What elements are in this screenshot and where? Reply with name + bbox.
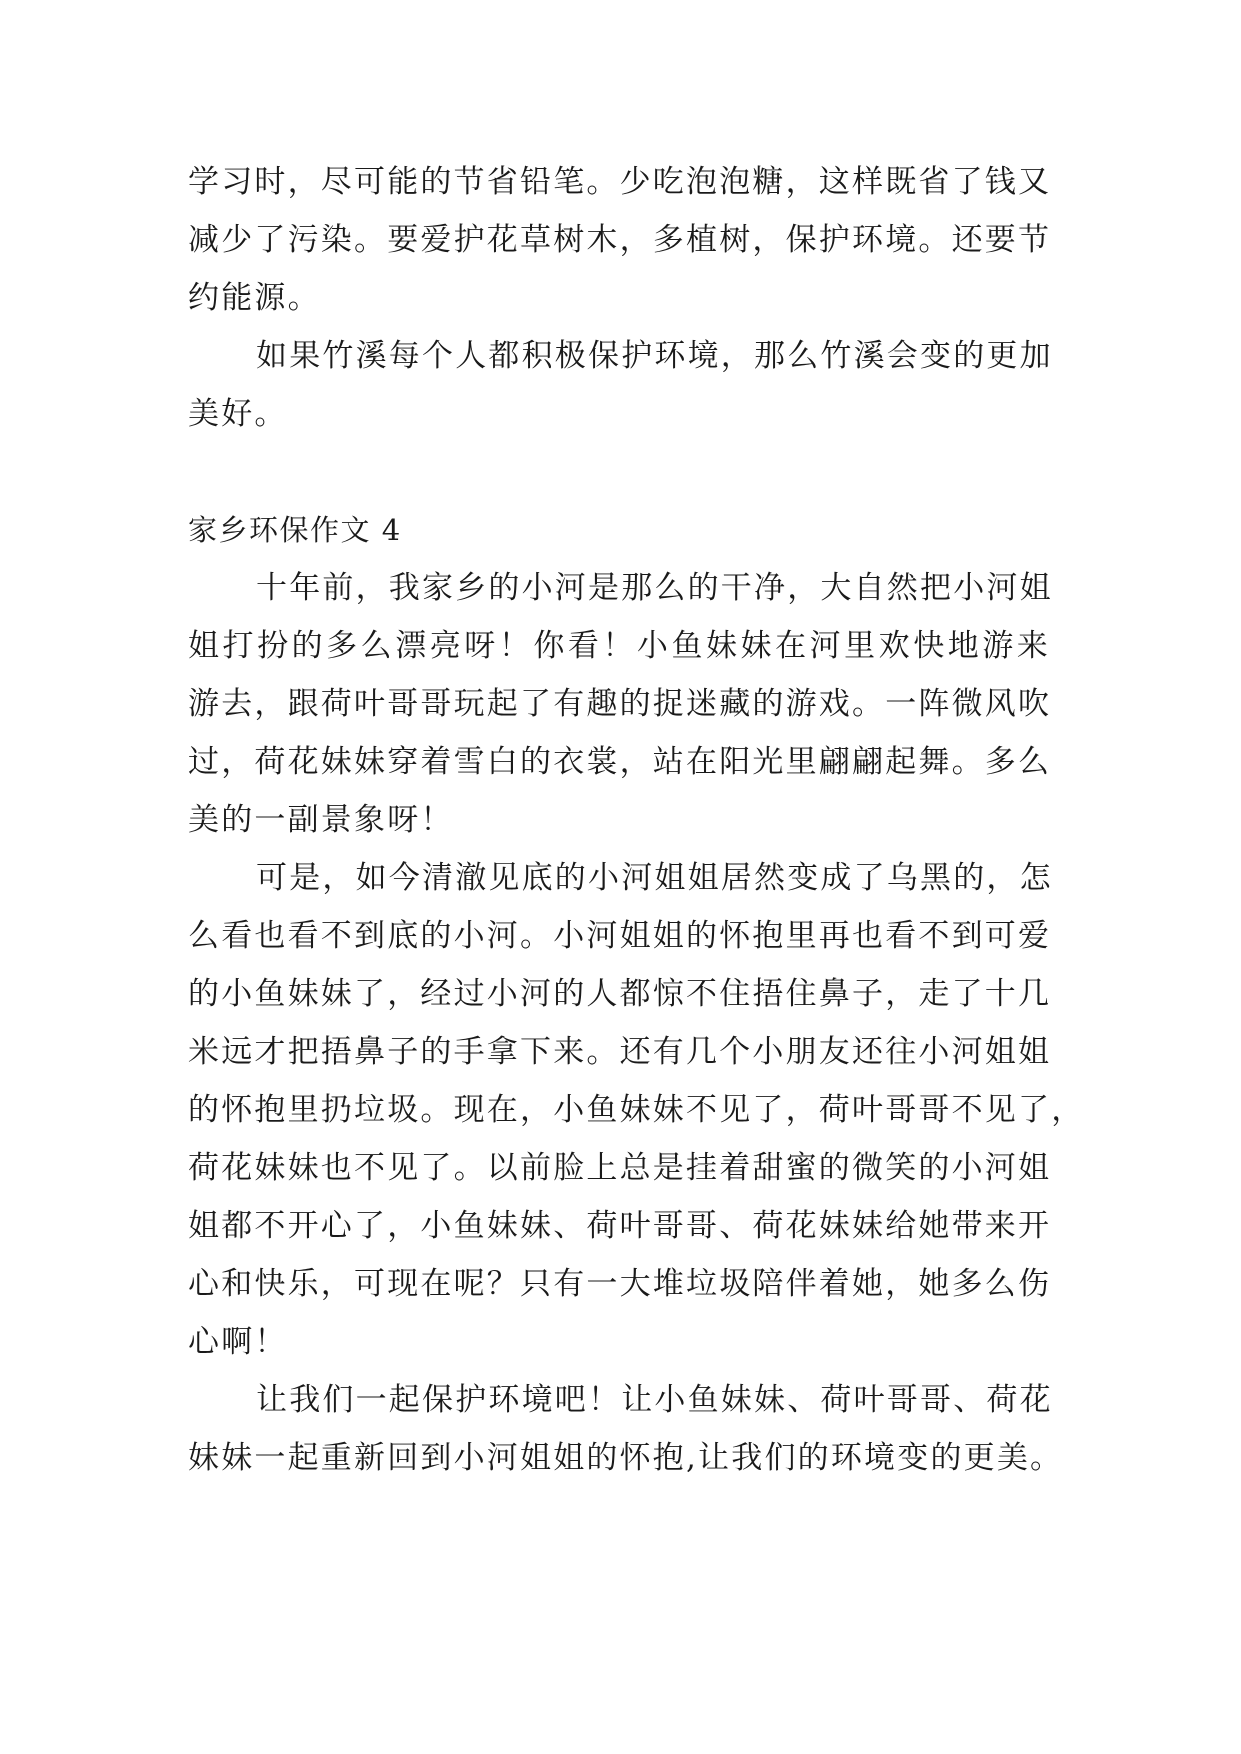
paragraph-line: 美的一副景象呀！	[188, 802, 454, 838]
paragraph-b	[188, 327, 1053, 443]
paragraph-line: 过，荷花妹妹穿着雪白的衣裳，站在阳光里翩翩起舞。多么	[188, 744, 1052, 780]
paragraph-d	[188, 849, 1085, 1371]
paragraph-c	[188, 559, 1053, 849]
paragraph-line: 可是，如今清澈见底的小河姐姐居然变成了乌黑的，怎	[256, 860, 1053, 896]
paragraph-a	[188, 153, 1050, 327]
section-heading: 家乡环保作文 4	[188, 513, 402, 547]
paragraph-line: 的怀抱里扔垃圾。现在，小鱼妹妹不见了，荷叶哥哥不见了，	[188, 1092, 1085, 1128]
paragraph-line: 美好。	[188, 396, 288, 432]
paragraph-line: 学习时，尽可能的节省铅笔。少吃泡泡糖，这样既省了钱又	[188, 164, 1052, 200]
paragraph-line: 心啊！	[188, 1324, 288, 1360]
paragraph-line: 姐打扮的多么漂亮呀！你看！小鱼妹妹在河里欢快地游来	[188, 628, 1050, 664]
paragraph-line: 么看也看不到底的小河。小河姐姐的怀抱里再也看不到可爱	[188, 918, 1052, 954]
paragraph-line: 十年前，我家乡的小河是那么的干净，大自然把小河姐	[256, 570, 1053, 606]
paragraph-line: 心和快乐，可现在呢？只有一大堆垃圾陪伴着她，她多么伤	[188, 1266, 1052, 1302]
paragraph-line: 如果竹溪每个人都积极保护环境，那么竹溪会变的更加	[256, 338, 1053, 374]
paragraph-line: 米远才把捂鼻子的手拿下来。还有几个小朋友还往小河姐姐	[188, 1034, 1052, 1070]
paragraph-e	[188, 1371, 1064, 1487]
paragraph-line: 妹妹一起重新回到小河姐姐的怀抱,让我们的环境变的更美。	[188, 1440, 1064, 1476]
document-body	[188, 153, 1085, 1487]
paragraph-line: 姐都不开心了，小鱼妹妹、荷叶哥哥、荷花妹妹给她带来开	[188, 1208, 1052, 1244]
paragraph-line: 约能源。	[188, 280, 321, 316]
paragraph-line: 的小鱼妹妹了，经过小河的人都惊不住捂住鼻子，走了十几	[188, 976, 1052, 1012]
paragraph-line: 减少了污染。要爱护花草树木，多植树，保护环境。还要节	[188, 222, 1052, 258]
paragraph-line: 让我们一起保护环境吧！让小鱼妹妹、荷叶哥哥、荷花	[256, 1382, 1053, 1418]
section-gap	[188, 443, 1050, 501]
paragraph-line: 荷花妹妹也不见了。以前脸上总是挂着甜蜜的微笑的小河姐	[188, 1150, 1052, 1186]
paragraph-line: 游去，跟荷叶哥哥玩起了有趣的捉迷藏的游戏。一阵微风吹	[188, 686, 1052, 722]
